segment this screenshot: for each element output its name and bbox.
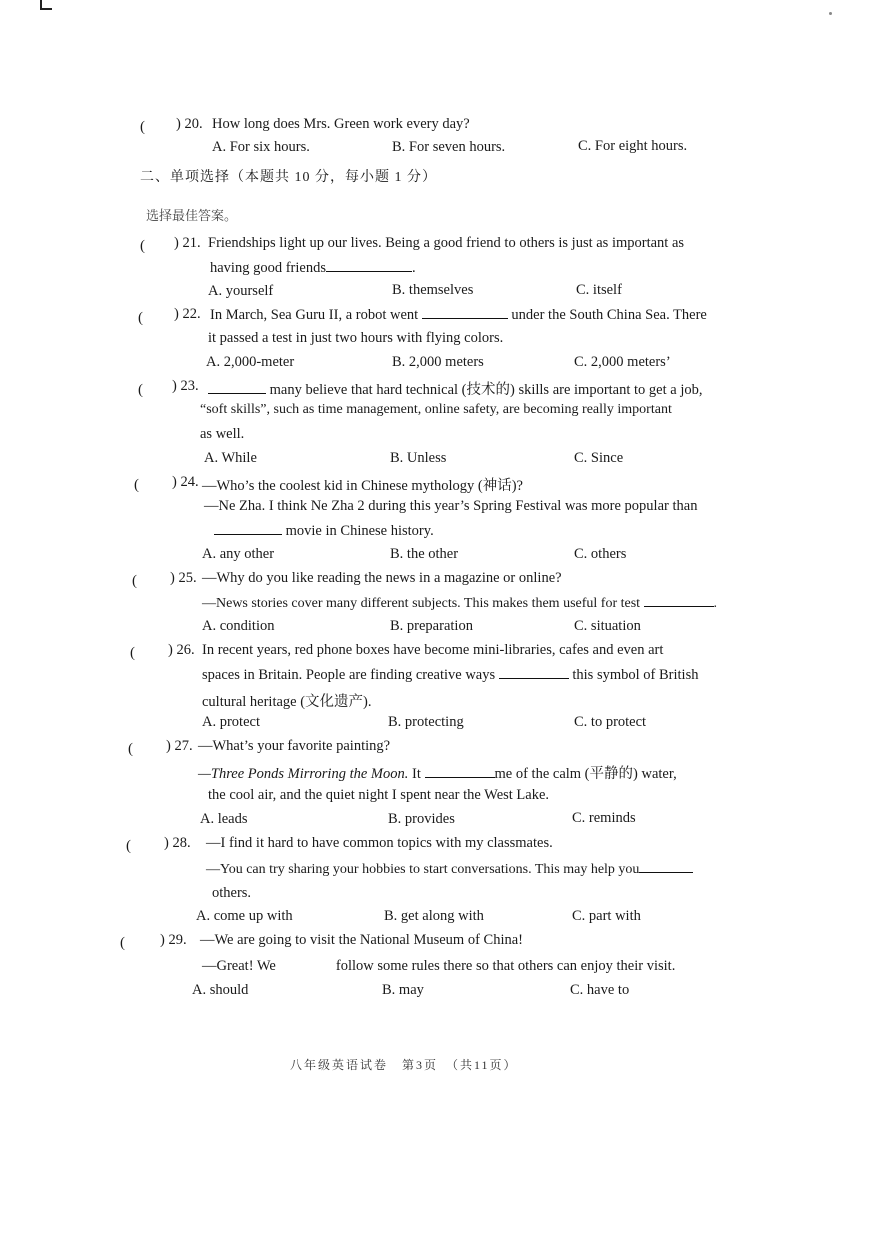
question-text: —Great! We	[202, 958, 276, 974]
question-line: —Ne Zha. I think Ne Zha 2 during this year’s Spring Festival was more popular than	[204, 498, 698, 514]
question-line	[214, 522, 434, 540]
question-line	[202, 666, 698, 684]
option-a: A. should	[192, 982, 249, 998]
option-b: B. For seven hours.	[392, 139, 506, 155]
question-line: cultural heritage (文化遗产).	[202, 694, 372, 710]
option-c: C. 2,000 meters’	[574, 354, 671, 370]
answer-paren: (	[128, 741, 133, 757]
question-text: .	[411, 260, 416, 276]
question-text: movie in Chinese history.	[285, 523, 434, 539]
question-number: ) 22.	[174, 306, 201, 322]
question-text: me of the calm (平静的) water,	[494, 766, 677, 782]
option-b: B. 2,000 meters	[392, 354, 484, 370]
answer-blank	[644, 594, 714, 607]
answer-paren: (	[120, 935, 125, 951]
answer-paren: (	[134, 477, 139, 493]
question-number: ) 23.	[172, 378, 199, 394]
question-line: —What’s your favorite painting?	[198, 738, 391, 754]
question-line: as well.	[200, 426, 245, 442]
option-c: C. have to	[570, 982, 630, 998]
question-number: ) 26.	[168, 642, 195, 658]
option-b: B. provides	[388, 811, 455, 827]
option-b: B. Unless	[390, 450, 447, 466]
option-c: C. For eight hours.	[578, 138, 688, 154]
question-line: the cool air, and the quiet night I spent near the West Lake.	[208, 787, 550, 803]
question-text: many believe that hard technical (技术的) skills are important to get a job,	[269, 382, 703, 398]
painting-title: —Three Ponds Mirroring the Moon.	[198, 766, 409, 782]
question-line	[210, 306, 707, 324]
answer-paren: (	[138, 382, 143, 398]
option-a: A. any other	[202, 546, 275, 562]
answer-blank	[214, 522, 282, 535]
option-c: C. reminds	[572, 810, 636, 826]
question-text: spaces in Britain. People are finding creative ways	[202, 667, 496, 683]
scan-speck	[829, 12, 832, 15]
question-number: ) 25.	[170, 570, 197, 586]
option-c: C. itself	[576, 282, 622, 298]
question-line: “soft skills”, such as time management, online safety, are becoming really important	[200, 402, 672, 417]
option-a: A. While	[204, 450, 257, 466]
answer-blank	[425, 765, 495, 778]
option-b: B. may	[382, 982, 424, 998]
option-c: C. Since	[574, 450, 624, 466]
question-text: In March, Sea Guru II, a robot went	[210, 307, 419, 323]
option-a: A. yourself	[208, 283, 274, 299]
answer-paren: (	[132, 573, 137, 589]
question-line	[208, 378, 702, 399]
option-b: B. the other	[390, 546, 459, 562]
question-line: —Who’s the coolest kid in Chinese mythology (神话)?	[202, 478, 523, 494]
question-text: —You can try sharing your hobbies to start conversations. This may help you	[206, 862, 640, 877]
answer-blank	[422, 306, 508, 319]
question-line	[198, 762, 677, 783]
question-line	[202, 957, 675, 975]
question-number: ) 29.	[160, 932, 187, 948]
question-stem: How long does Mrs. Green work every day?	[212, 116, 470, 132]
question-number: ) 20.	[176, 116, 203, 132]
option-a: A. 2,000-meter	[206, 354, 295, 370]
answer-blank	[326, 259, 412, 272]
question-text: .	[713, 596, 718, 611]
option-b: B. themselves	[392, 282, 474, 298]
question-text: this symbol of British	[572, 667, 699, 683]
option-a: A. condition	[202, 618, 275, 634]
section-instruction: 选择最佳答案。	[146, 208, 238, 223]
question-line: others.	[212, 885, 252, 901]
question-line: —Why do you like reading the news in a magazine or online?	[202, 570, 562, 586]
answer-paren: (	[130, 645, 135, 661]
answer-paren: (	[126, 838, 131, 854]
question-number: ) 27.	[166, 738, 193, 754]
answer-paren: (	[140, 238, 145, 254]
section-title: 二、单项选择（本题共 10 分，每小题 1 分）	[140, 170, 437, 185]
question-number: ) 28.	[164, 835, 191, 851]
answer-blank	[208, 381, 266, 394]
option-a: A. For six hours.	[212, 139, 310, 155]
question-line: In recent years, red phone boxes have become mini-libraries, cafes and even art	[202, 642, 664, 658]
answer-blank	[276, 957, 336, 970]
question-line: —We are going to visit the National Museum of China!	[200, 932, 524, 948]
option-c: C. part with	[572, 908, 641, 924]
question-line: it passed a test in just two hours with flying colors.	[208, 330, 504, 346]
question-text: having good friends	[210, 260, 326, 276]
question-text: under the South China Sea. There	[511, 307, 707, 323]
option-c: C. situation	[574, 618, 641, 634]
question-text: —News stories cover many different subjects. This makes them useful for test	[202, 596, 641, 611]
answer-paren: (	[140, 119, 145, 135]
option-c: C. others	[574, 546, 627, 562]
option-b: B. protecting	[388, 714, 464, 730]
question-text: It	[412, 766, 421, 782]
option-b: B. get along with	[384, 908, 484, 924]
question-line	[206, 860, 693, 878]
question-text: follow some rules there so that others can enjoy their visit.	[335, 958, 676, 974]
question-line: —I find it hard to have common topics with my classmates.	[206, 835, 553, 851]
question-line: Friendships light up our lives. Being a good friend to others is just as important as	[208, 235, 685, 251]
option-a: A. come up with	[196, 908, 293, 924]
question-number: ) 21.	[174, 235, 201, 251]
page-footer: 八年级英语试卷 第3页 （共11页）	[290, 1058, 518, 1072]
answer-blank	[639, 860, 693, 873]
option-a: A. leads	[200, 811, 248, 827]
question-line	[202, 594, 717, 612]
option-a: A. protect	[202, 714, 260, 730]
option-b: B. preparation	[390, 618, 473, 634]
option-c: C. to protect	[574, 714, 647, 730]
question-line	[210, 259, 416, 277]
question-number: ) 24.	[172, 474, 199, 490]
answer-paren: (	[138, 310, 143, 326]
answer-blank	[499, 666, 569, 679]
scan-corner-mark	[40, 0, 52, 10]
